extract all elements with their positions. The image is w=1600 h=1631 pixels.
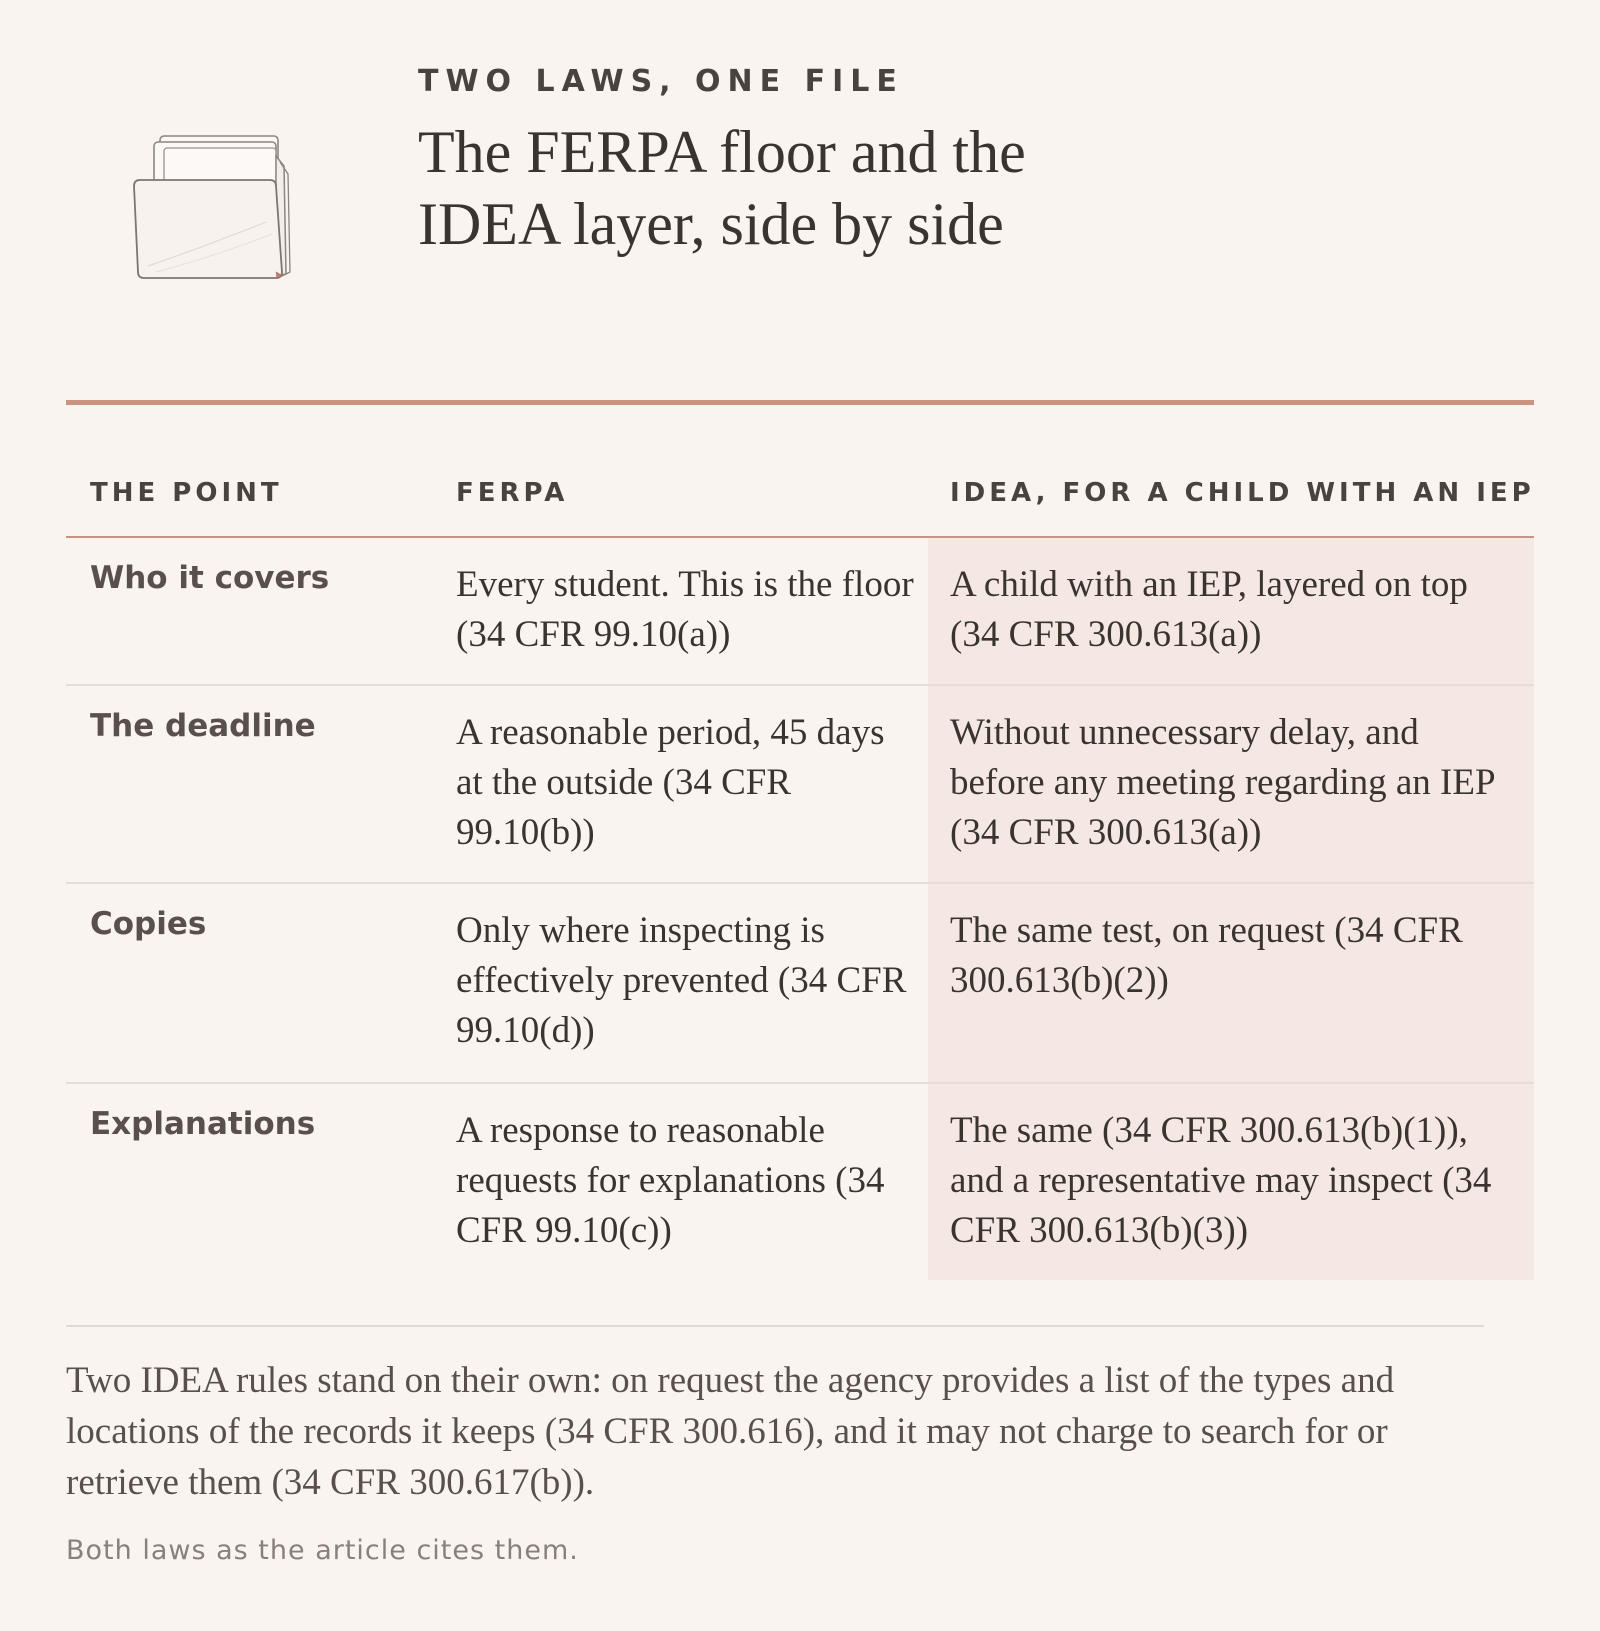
row-label: Explanations	[90, 1106, 316, 1142]
ferpa-cell: Every student. This is the floor (34 CFR 99.10(a))	[456, 564, 914, 655]
table-row	[66, 1084, 1534, 1282]
header	[0, 0, 1600, 320]
folder-icon	[126, 126, 296, 286]
table-header	[66, 448, 1534, 538]
table-row	[66, 538, 1534, 686]
ferpa-cell: A response to reasonable requests for explanations (34 CFR 99.10(c))	[456, 1110, 885, 1251]
column-header-ferpa: FERPA	[456, 478, 569, 508]
source-line: Both laws as the article cites them.	[66, 1535, 579, 1566]
ferpa-cell: Only where inspecting is effectively prevented (34 CFR 99.10(d))	[456, 910, 907, 1051]
column-header-point: THE POINT	[90, 478, 283, 508]
accent-divider	[66, 400, 1534, 405]
footnote-paragraph: Two IDEA rules stand on their own: on request the agency provides a list of the types and locations of the records it keeps (34 CFR 300.616), and it may not charge to search for or retrieve them (34 CFR 300.617(b)).	[66, 1360, 1395, 1503]
table-row	[66, 884, 1534, 1084]
idea-cell: A child with an IEP, layered on top (34 CFR 300.613(a))	[950, 564, 1468, 655]
kicker: TWO LAWS, ONE FILE	[418, 64, 904, 99]
row-label: The deadline	[90, 708, 316, 744]
table-row	[66, 686, 1534, 884]
ferpa-cell: A reasonable period, 45 days at the outside (34 CFR 99.10(b))	[456, 712, 885, 853]
idea-cell: The same test, on request (34 CFR 300.613(b)(2))	[950, 910, 1463, 1001]
row-label: Copies	[90, 906, 207, 942]
idea-cell: Without unnecessary delay, and before any meeting regarding an IEP (34 CFR 300.613(a))	[950, 712, 1495, 853]
comparison-table	[66, 448, 1534, 1282]
row-label: Who it covers	[90, 560, 330, 596]
footer-divider	[66, 1325, 1484, 1327]
idea-cell: The same (34 CFR 300.613(b)(1)), and a representative may inspect (34 CFR 300.613(b)(3))	[950, 1110, 1492, 1251]
page-title: The FERPA floor and the IDEA layer, side by side	[418, 119, 1026, 257]
column-header-idea: IDEA, FOR A CHILD WITH AN IEP	[950, 478, 1535, 508]
